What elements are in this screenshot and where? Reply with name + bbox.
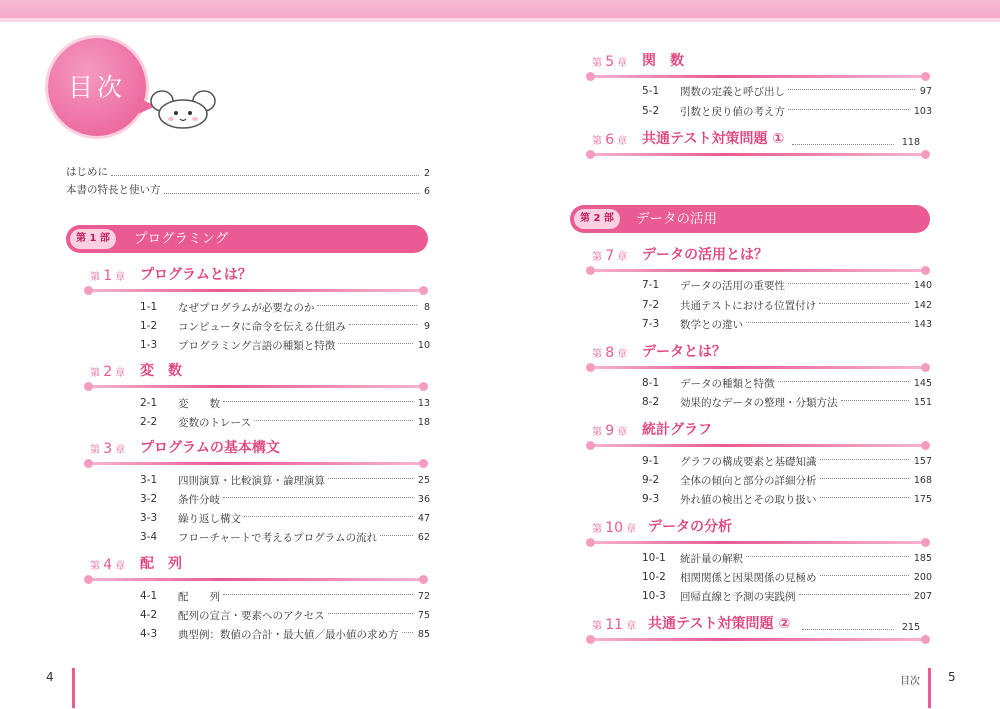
chapter-title: プログラムとは？	[140, 267, 252, 283]
leader-dots	[164, 193, 420, 194]
section-number: 2-1	[140, 397, 158, 409]
chapter-7-header[interactable]	[592, 244, 924, 272]
page-number: 145	[913, 377, 932, 389]
section-number: 9-2	[642, 474, 660, 486]
toc-section[interactable]	[642, 315, 932, 333]
section-title: 繰り返し構文	[178, 512, 241, 525]
section-title: グラフの構成要素と基礎知識	[680, 455, 817, 468]
chapter-number: 第 3 章	[90, 441, 126, 457]
page-number: 175	[913, 493, 932, 505]
chapter-title: 統計グラフ	[642, 422, 712, 438]
mouse-mascot-icon	[150, 88, 216, 130]
section-number: 7-2	[642, 299, 660, 311]
page-number: 6	[423, 186, 430, 197]
toc-entry-title: 本書の特長と使い方	[66, 184, 161, 196]
section-number: 3-2	[140, 493, 158, 505]
page-number: 151	[913, 396, 932, 408]
section-number: 9-3	[642, 493, 660, 505]
chapter-number: 第 6 章	[592, 132, 628, 148]
chapter-10-header[interactable]	[592, 516, 924, 544]
chapter-underline	[590, 541, 924, 544]
dot-ornament	[921, 635, 930, 644]
toc-section[interactable]	[642, 296, 932, 314]
section-number: 4-2	[140, 609, 158, 621]
chapter-number: 第 11 章	[592, 617, 637, 633]
dot-ornament	[921, 538, 930, 547]
section-number: 1-1	[140, 301, 158, 313]
section-title: なぜプログラムが必要なのか	[178, 301, 315, 314]
chapter-title: 共通テスト対策問題 ②	[648, 616, 791, 632]
page-number: 97	[919, 85, 932, 97]
page-number: 72	[417, 590, 430, 602]
page-number: 143	[913, 318, 932, 330]
toc-section[interactable]	[642, 549, 932, 567]
dot-ornament	[586, 72, 595, 81]
toc-section[interactable]	[642, 587, 932, 605]
running-footer-label: 目次	[900, 676, 920, 687]
chapter-title: 変 数	[140, 363, 182, 379]
section-title: 外れ値の検出とその取り扱い	[680, 493, 817, 506]
toc-section[interactable]	[140, 606, 430, 624]
chapter-number: 第 2 章	[90, 364, 126, 380]
toc-section[interactable]	[642, 393, 932, 411]
section-title: 条件分岐	[178, 493, 220, 506]
chapter-underline	[88, 578, 422, 581]
chapter-8-header[interactable]	[592, 341, 924, 369]
chapter-number: 第 7 章	[592, 248, 628, 264]
toc-section[interactable]	[140, 528, 430, 546]
page-number: 18	[417, 416, 430, 428]
section-title: 典型例：数値の合計・最大値／最小値の求め方	[178, 628, 399, 641]
section-title: 統計量の解釈	[680, 552, 743, 565]
page-title: 目次	[67, 73, 126, 102]
section-number: 8-2	[642, 396, 660, 408]
section-number: 10-2	[642, 571, 666, 583]
dot-ornament	[921, 72, 930, 81]
chapter-title: プログラムの基本構文	[140, 440, 280, 456]
chapter-9-header[interactable]	[592, 419, 924, 447]
section-title: 全体の傾向と部分の詳細分析	[680, 474, 817, 487]
toc-section[interactable]	[140, 336, 430, 354]
section-title: コンピュータに命令を伝える仕組み	[178, 320, 346, 333]
toc-section[interactable]	[642, 568, 932, 586]
leader-dots	[792, 144, 894, 145]
leader-dots	[746, 322, 909, 323]
part-title: プログラミング	[134, 231, 229, 247]
section-number: 3-4	[140, 531, 158, 543]
toc-section[interactable]	[140, 298, 430, 316]
section-title: プログラミング言語の種類と特徴	[178, 339, 336, 352]
leader-dots	[380, 535, 413, 536]
section-number: 1-3	[140, 339, 158, 351]
toc-section[interactable]	[642, 102, 932, 120]
chapter-title: 配 列	[140, 556, 182, 572]
mokuji-badge	[48, 38, 146, 136]
toc-section[interactable]	[642, 471, 932, 489]
page-number: 85	[417, 628, 430, 640]
leader-dots	[802, 629, 894, 630]
chapter-title: 共通テスト対策問題 ①	[642, 131, 785, 147]
section-title: 変数のトレース	[178, 416, 251, 429]
page-number: 36	[417, 493, 430, 505]
dot-ornament	[419, 382, 428, 391]
page-number: 140	[913, 279, 932, 291]
chapter-underline	[590, 366, 924, 369]
chapter-underline	[590, 75, 924, 78]
section-title: 相関関係と因果関係の見極め	[680, 571, 817, 584]
part-2-header[interactable]	[570, 205, 930, 233]
left-page-number: 4	[46, 670, 54, 684]
toc-section[interactable]	[140, 509, 430, 527]
right-page	[500, 0, 1000, 709]
chapter-11-header[interactable]	[592, 613, 924, 641]
chapter-underline	[590, 444, 924, 447]
leader-dots	[820, 478, 909, 479]
chapter-number: 第 8 章	[592, 345, 628, 361]
chapter-title: データの分析	[648, 519, 732, 535]
page-number: 8	[423, 301, 430, 313]
chapter-underline	[88, 289, 422, 292]
dot-ornament	[84, 575, 93, 584]
toc-section[interactable]	[140, 490, 430, 508]
dot-ornament	[84, 459, 93, 468]
dot-ornament	[586, 266, 595, 275]
page-number: 168	[913, 474, 932, 486]
toc-intro-hajimeni[interactable]	[66, 163, 430, 179]
chapter-number: 第 4 章	[90, 557, 126, 573]
chapter-number: 第 1 章	[90, 268, 126, 284]
page-number: 103	[913, 105, 932, 117]
section-number: 4-1	[140, 590, 158, 602]
leader-dots	[244, 516, 413, 517]
page-number: 2	[423, 168, 430, 179]
toc-section[interactable]	[140, 394, 430, 412]
dot-ornament	[586, 635, 595, 644]
chapter-6-header[interactable]	[592, 128, 924, 156]
section-number: 7-3	[642, 318, 660, 330]
leader-dots	[223, 594, 413, 595]
leader-dots	[788, 283, 909, 284]
folio-bar	[72, 668, 75, 708]
dot-ornament	[921, 266, 930, 275]
leader-dots	[223, 497, 413, 498]
part-tag: 第 1 部	[70, 229, 116, 249]
right-page-number: 5	[948, 670, 956, 684]
page-number: 47	[417, 512, 430, 524]
dot-ornament	[586, 363, 595, 372]
section-title: 四則演算・比較演算・論理演算	[178, 474, 325, 487]
section-number: 5-2	[642, 105, 660, 117]
page-number: 10	[417, 339, 430, 351]
section-number: 3-3	[140, 512, 158, 524]
leader-dots	[402, 632, 413, 633]
section-title: 関数の定義と呼び出し	[680, 85, 785, 98]
section-number: 7-1	[642, 279, 660, 291]
leader-dots	[841, 400, 909, 401]
leader-dots	[788, 109, 909, 110]
chapter-5-header[interactable]	[592, 50, 924, 78]
section-title: データの活用の重要性	[680, 279, 785, 292]
section-title: 配列の宣言・要素へのアクセス	[178, 609, 325, 622]
leader-dots	[788, 89, 915, 90]
toc-section[interactable]	[642, 276, 932, 294]
page-number: 118	[901, 137, 920, 148]
chapter-number: 第 9 章	[592, 423, 628, 439]
section-title: フローチャートで考えるプログラムの流れ	[178, 531, 378, 544]
section-title: 共通テストにおける位置付け	[680, 299, 817, 312]
dot-ornament	[586, 441, 595, 450]
chapter-title: データの活用とは？	[642, 247, 768, 263]
chapter-underline	[88, 385, 422, 388]
leader-dots	[111, 175, 419, 176]
chapter-underline	[590, 638, 924, 641]
page-number: 75	[417, 609, 430, 621]
chapter-underline	[590, 153, 924, 156]
page-number: 157	[913, 455, 932, 467]
dot-ornament	[419, 286, 428, 295]
section-title: 数学との違い	[680, 318, 743, 331]
chapter-1-header[interactable]	[90, 264, 422, 292]
chapter-number: 第 5 章	[592, 54, 628, 70]
dot-ornament	[419, 575, 428, 584]
leader-dots	[254, 420, 413, 421]
toc-entry-title: はじめに	[66, 166, 108, 178]
chapter-underline	[88, 462, 422, 465]
page-number: 25	[417, 474, 430, 486]
toc-section[interactable]	[642, 374, 932, 392]
section-number: 9-1	[642, 455, 660, 467]
toc-section[interactable]	[140, 587, 430, 605]
toc-section[interactable]	[642, 452, 932, 470]
leader-dots	[328, 613, 413, 614]
section-title: データの種類と特徴	[680, 377, 775, 390]
page-number: 215	[901, 622, 920, 633]
section-title: 配 列	[178, 590, 220, 603]
leader-dots	[820, 459, 909, 460]
section-number: 10-1	[642, 552, 666, 564]
leader-dots	[223, 401, 413, 402]
chapter-2-header[interactable]	[90, 360, 422, 388]
page-number: 185	[913, 552, 932, 564]
chapter-title: データとは？	[642, 344, 726, 360]
section-number: 10-3	[642, 590, 666, 602]
toc-intro-features[interactable]	[66, 181, 430, 197]
section-number: 4-3	[140, 628, 158, 640]
leader-dots	[778, 381, 909, 382]
page-number: 13	[417, 397, 430, 409]
section-title: 引数と戻り値の考え方	[680, 105, 785, 118]
section-title: 効果的なデータの整理・分類方法	[680, 396, 838, 409]
chapter-number: 第 10 章	[592, 520, 637, 536]
toc-section[interactable]	[140, 471, 430, 489]
toc-section[interactable]	[140, 317, 430, 335]
dot-ornament	[586, 150, 595, 159]
section-number: 1-2	[140, 320, 158, 332]
section-title: 変 数	[178, 397, 220, 410]
dot-ornament	[419, 459, 428, 468]
chapter-underline	[590, 269, 924, 272]
dot-ornament	[921, 441, 930, 450]
leader-dots	[819, 303, 909, 304]
toc-section[interactable]	[140, 413, 430, 431]
page-number: 9	[423, 320, 430, 332]
dot-ornament	[586, 538, 595, 547]
dot-ornament	[84, 382, 93, 391]
page-number: 142	[913, 299, 932, 311]
part-1-header[interactable]	[66, 225, 428, 253]
leader-dots	[746, 556, 909, 557]
section-number: 8-1	[642, 377, 660, 389]
leader-dots	[317, 305, 417, 306]
section-number: 3-1	[140, 474, 158, 486]
page-number: 200	[913, 571, 932, 583]
leader-dots	[349, 324, 417, 325]
section-title: 回帰直線と予測の実践例	[680, 590, 796, 603]
part-tag: 第 2 部	[574, 209, 620, 229]
leader-dots	[820, 497, 909, 498]
chapter-3-header[interactable]	[90, 437, 422, 465]
toc-section[interactable]	[140, 625, 430, 643]
toc-section[interactable]	[642, 82, 932, 100]
leader-dots	[328, 478, 413, 479]
dot-ornament	[921, 363, 930, 372]
section-number: 5-1	[642, 85, 660, 97]
page-number: 207	[913, 590, 932, 602]
folio-bar	[928, 668, 931, 708]
dot-ornament	[84, 286, 93, 295]
section-number: 2-2	[140, 416, 158, 428]
leader-dots	[799, 594, 909, 595]
chapter-title: 関 数	[642, 53, 684, 69]
chapter-4-header[interactable]	[90, 553, 422, 581]
leader-dots	[338, 343, 413, 344]
dot-ornament	[921, 150, 930, 159]
page-number: 62	[417, 531, 430, 543]
leader-dots	[820, 575, 909, 576]
part-title: データの活用	[636, 211, 717, 227]
toc-section[interactable]	[642, 490, 932, 508]
